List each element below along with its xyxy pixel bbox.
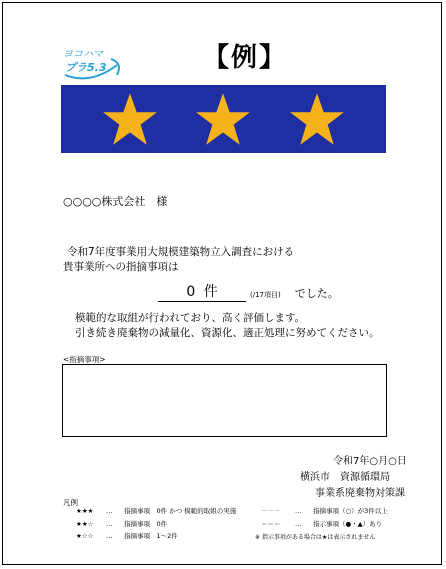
legend-dots: … [106, 507, 113, 515]
finding-count-unit: 件 [203, 284, 218, 300]
legend-dots: … [295, 520, 302, 528]
legend-mark: ★☆☆ [76, 532, 94, 540]
legend-text: 指摘事項 0件 かつ 模範的取組の実施 [124, 507, 237, 515]
legend-item [76, 507, 236, 516]
issue-date: 令和7年○月○日 [333, 456, 407, 467]
finding-count-line [158, 284, 339, 302]
legend-mark: ＝＝＝ [261, 520, 281, 528]
legend-dots: … [295, 507, 302, 515]
rating-star-band [61, 85, 386, 153]
star-icon [102, 91, 158, 147]
legend-mark: －－－ [261, 507, 281, 515]
legend-text: 指摘事項 1～2件 [124, 532, 178, 540]
yokohama-plastic-logo [61, 45, 123, 81]
legend-mark: ★★★ [76, 507, 94, 515]
issuer-division: 事業系廃棄物対策課 [315, 488, 405, 499]
findings-box [62, 364, 387, 437]
legend-mark: ★★☆ [76, 520, 94, 528]
praise-line-1: 模範的な取組が行われており、高く評価します。 [75, 312, 306, 324]
praise-line-2: 引き続き廃棄物の減量化、資源化、適正処理に努めてください。 [75, 327, 380, 339]
legend-note: ※ 指示事項がある場合は★は表示されません [255, 534, 376, 541]
legend-item [261, 520, 382, 529]
finding-count-tail: でした。 [294, 287, 339, 300]
svg-text:プラ5.3: プラ5.3 [65, 61, 107, 74]
legend-text: 指摘事項 0件 [124, 520, 168, 528]
legend-item [76, 520, 167, 529]
issuer-bureau: 横浜市 資源循環局 [300, 472, 390, 483]
findings-label: <指摘事項> [63, 355, 106, 364]
star-icon [195, 91, 251, 147]
finding-count-value: 0 [186, 284, 196, 300]
legend-dots: … [106, 532, 113, 540]
legend-item [261, 507, 388, 516]
finding-count-total: (/17項目) [250, 291, 281, 299]
addressee: ○○○○株式会社 様 [63, 195, 168, 208]
legend-text: 指示事項（●・▲）あり [313, 520, 383, 528]
svg-text:ヨコハマ: ヨコハマ [63, 49, 103, 60]
legend-dots: … [106, 520, 113, 528]
intro-line-2: 貴事業所への指摘事項は [63, 261, 179, 273]
legend-item [76, 532, 178, 541]
legend-text: 指摘事項（○）が3件以上 [313, 507, 388, 515]
page-title: 【例】 [203, 43, 288, 73]
certificate-page [2, 2, 442, 565]
intro-line-1: 令和7年度事業用大規模建築物立入調査における [67, 246, 295, 258]
legend-title: 凡例 [63, 498, 78, 507]
finding-count [158, 284, 246, 302]
star-icon [289, 91, 345, 147]
